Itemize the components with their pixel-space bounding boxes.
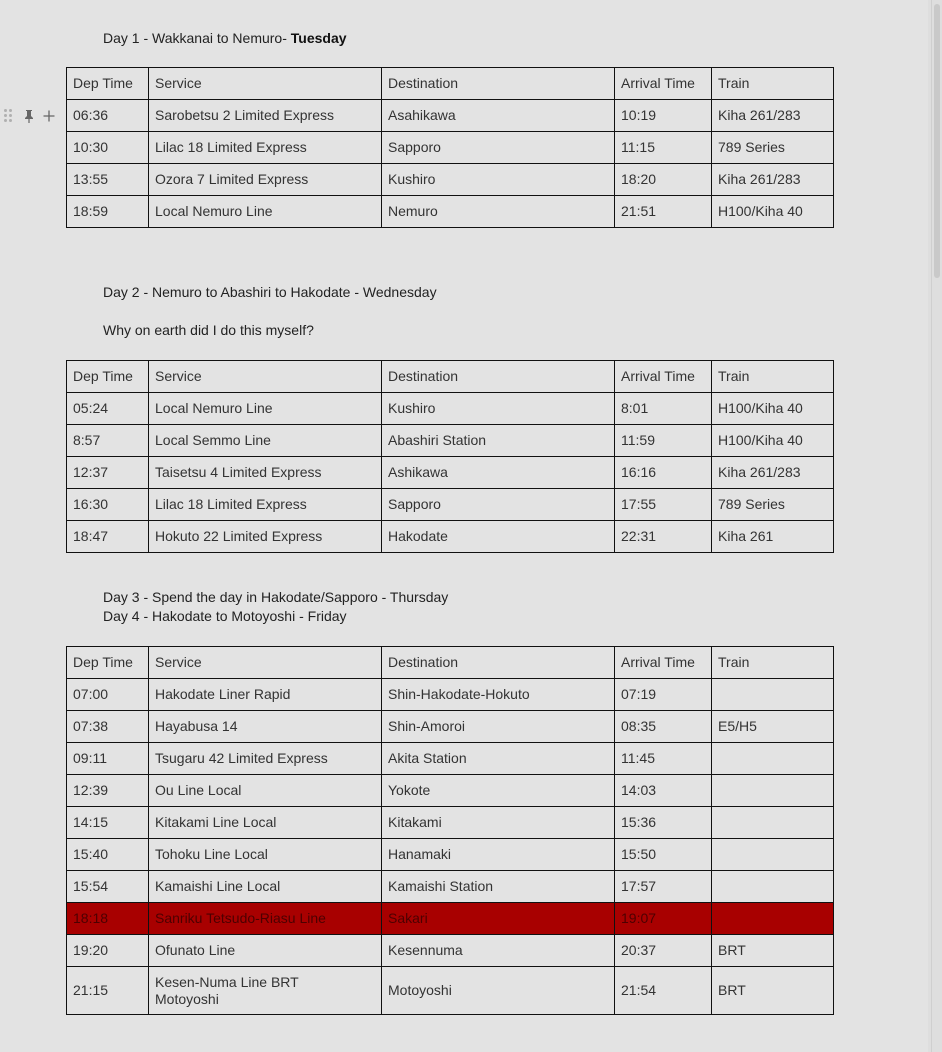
column-header-dep-time[interactable]: Dep Time	[67, 647, 149, 679]
column-header-destination[interactable]: Destination	[382, 361, 615, 393]
table-row	[67, 489, 834, 521]
day1-schedule-table	[66, 67, 834, 228]
day1-heading	[103, 30, 347, 46]
cell-destination[interactable]: Asahikawa	[382, 100, 615, 132]
table-row	[67, 967, 834, 1015]
cell-service[interactable]: Tohoku Line Local	[149, 839, 382, 871]
cell-dep-time[interactable]: 21:15	[67, 967, 149, 1015]
table-row	[67, 164, 834, 196]
cell-service[interactable]: Hakodate Liner Rapid	[149, 679, 382, 711]
day2-schedule-table	[66, 360, 834, 553]
cell-arrival-time[interactable]: 11:45	[615, 743, 712, 775]
row-hover-controls	[0, 104, 56, 128]
cell-dep-time[interactable]: 18:59	[67, 196, 149, 228]
cell-destination[interactable]: Akita Station	[382, 743, 615, 775]
column-header-dep-time[interactable]: Dep Time	[67, 68, 149, 100]
cell-train[interactable]: Kiha 261/283	[712, 164, 834, 196]
cell-train[interactable]	[712, 679, 834, 711]
cell-train[interactable]: Kiha 261/283	[712, 457, 834, 489]
cell-service[interactable]: Hayabusa 14	[149, 711, 382, 743]
cell-arrival-time[interactable]: 15:50	[615, 839, 712, 871]
cell-service[interactable]: Local Nemuro Line	[149, 196, 382, 228]
vertical-scrollbar[interactable]	[928, 0, 942, 1052]
cell-service[interactable]: Kesen-Numa Line BRT Motoyoshi	[149, 967, 382, 1015]
cell-dep-time[interactable]: 12:37	[67, 457, 149, 489]
cell-destination[interactable]: Motoyoshi	[382, 967, 615, 1015]
table-row	[67, 393, 834, 425]
cell-destination[interactable]: Sapporo	[382, 132, 615, 164]
cell-destination[interactable]: Kamaishi Station	[382, 871, 615, 903]
cell-service[interactable]: Kamaishi Line Local	[149, 871, 382, 903]
drag-handle-icon[interactable]	[4, 109, 14, 123]
cell-destination[interactable]: Nemuro	[382, 196, 615, 228]
cell-dep-time[interactable]: 10:30	[67, 132, 149, 164]
cell-service[interactable]: Lilac 18 Limited Express	[149, 132, 382, 164]
cell-destination[interactable]: Shin-Amoroi	[382, 711, 615, 743]
cell-dep-time[interactable]: 06:36	[67, 100, 149, 132]
cell-service[interactable]: Sarobetsu 2 Limited Express	[149, 100, 382, 132]
cell-train[interactable]: 789 Series	[712, 489, 834, 521]
column-header-dep-time[interactable]: Dep Time	[67, 361, 149, 393]
column-header-service[interactable]: Service	[149, 647, 382, 679]
cell-arrival-time[interactable]: 16:16	[615, 457, 712, 489]
cell-dep-time[interactable]: 13:55	[67, 164, 149, 196]
table-header-row	[67, 361, 834, 393]
cell-destination[interactable]: Shin-Hakodate-Hokuto	[382, 679, 615, 711]
cell-destination[interactable]: Hakodate	[382, 521, 615, 553]
cell-train[interactable]	[712, 839, 834, 871]
scrollbar-thumb[interactable]	[934, 4, 940, 278]
cell-train[interactable]: 789 Series	[712, 132, 834, 164]
table-row	[67, 457, 834, 489]
cell-service[interactable]: Taisetsu 4 Limited Express	[149, 457, 382, 489]
cell-arrival-time[interactable]: 11:59	[615, 425, 712, 457]
cell-dep-time[interactable]: 16:30	[67, 489, 149, 521]
cell-train[interactable]: E5/H5	[712, 711, 834, 743]
cell-arrival-time[interactable]: 17:57	[615, 871, 712, 903]
column-header-service[interactable]: Service	[149, 361, 382, 393]
cell-dep-time[interactable]: 07:00	[67, 679, 149, 711]
cell-service[interactable]: Local Semmo Line	[149, 425, 382, 457]
cell-dep-time[interactable]: 18:18	[67, 903, 149, 935]
column-header-arrival-time[interactable]: Arrival Time	[615, 361, 712, 393]
cell-arrival-time[interactable]: 14:03	[615, 775, 712, 807]
column-header-train[interactable]: Train	[712, 647, 834, 679]
cell-arrival-time[interactable]: 21:54	[615, 967, 712, 1015]
plus-icon[interactable]	[42, 108, 56, 124]
column-header-arrival-time[interactable]: Arrival Time	[615, 68, 712, 100]
cell-service[interactable]: Tsugaru 42 Limited Express	[149, 743, 382, 775]
cell-service[interactable]: Lilac 18 Limited Express	[149, 489, 382, 521]
cell-service[interactable]: Ou Line Local	[149, 775, 382, 807]
cell-arrival-time[interactable]: 19:07	[615, 903, 712, 935]
cell-dep-time[interactable]: 05:24	[67, 393, 149, 425]
cell-dep-time[interactable]: 15:40	[67, 839, 149, 871]
cell-arrival-time[interactable]: 07:19	[615, 679, 712, 711]
cell-arrival-time[interactable]: 08:35	[615, 711, 712, 743]
cell-service[interactable]: Ofunato Line	[149, 935, 382, 967]
cell-arrival-time[interactable]: 22:31	[615, 521, 712, 553]
table-row	[67, 711, 834, 743]
cell-train[interactable]	[712, 807, 834, 839]
table-row	[67, 679, 834, 711]
column-header-arrival-time[interactable]: Arrival Time	[615, 647, 712, 679]
column-header-train[interactable]: Train	[712, 361, 834, 393]
cell-destination[interactable]: Abashiri Station	[382, 425, 615, 457]
cell-arrival-time[interactable]: 11:15	[615, 132, 712, 164]
table-row	[67, 521, 834, 553]
table-header-row	[67, 647, 834, 679]
scrollbar-track-line	[931, 0, 932, 1052]
cell-dep-time[interactable]: 12:39	[67, 775, 149, 807]
cell-arrival-time[interactable]: 17:55	[615, 489, 712, 521]
cell-train[interactable]: H100/Kiha 40	[712, 393, 834, 425]
cell-service[interactable]: Hokuto 22 Limited Express	[149, 521, 382, 553]
cell-train[interactable]	[712, 743, 834, 775]
cell-service[interactable]: Ozora 7 Limited Express	[149, 164, 382, 196]
day1-heading-text: Day 1 - Wakkanai to Nemuro-	[103, 30, 291, 46]
cell-train[interactable]	[712, 871, 834, 903]
cell-destination[interactable]: Kitakami	[382, 807, 615, 839]
column-header-train[interactable]: Train	[712, 68, 834, 100]
day4-heading: Day 4 - Hakodate to Motoyoshi - Friday	[103, 608, 347, 624]
cell-destination[interactable]: Ashikawa	[382, 457, 615, 489]
cell-dep-time[interactable]: 14:15	[67, 807, 149, 839]
day2-note: Why on earth did I do this myself?	[103, 322, 314, 338]
cell-arrival-time[interactable]: 15:36	[615, 807, 712, 839]
cell-dep-time[interactable]: 07:38	[67, 711, 149, 743]
table-row	[67, 935, 834, 967]
table-row	[67, 196, 834, 228]
cell-service[interactable]: Kitakami Line Local	[149, 807, 382, 839]
cell-dep-time[interactable]: 8:57	[67, 425, 149, 457]
table-row	[67, 132, 834, 164]
cell-destination[interactable]: Sakari	[382, 903, 615, 935]
cell-destination[interactable]: Sapporo	[382, 489, 615, 521]
cell-destination[interactable]: Kushiro	[382, 164, 615, 196]
cell-service[interactable]: Local Nemuro Line	[149, 393, 382, 425]
cell-train[interactable]	[712, 903, 834, 935]
cell-arrival-time[interactable]: 20:37	[615, 935, 712, 967]
table-row	[67, 775, 834, 807]
day4-schedule-table	[66, 646, 834, 1015]
table-header-row	[67, 68, 834, 100]
day2-heading: Day 2 - Nemuro to Abashiri to Hakodate - Wednesday	[103, 284, 437, 300]
table-row-highlighted	[67, 903, 834, 935]
cell-arrival-time[interactable]: 10:19	[615, 100, 712, 132]
table-row	[67, 743, 834, 775]
cell-train[interactable]: H100/Kiha 40	[712, 196, 834, 228]
cell-service[interactable]: Sanriku Tetsudo-Riasu Line	[149, 903, 382, 935]
cell-arrival-time[interactable]: 21:51	[615, 196, 712, 228]
cell-arrival-time[interactable]: 18:20	[615, 164, 712, 196]
table-row	[67, 100, 834, 132]
cell-destination[interactable]: Kesennuma	[382, 935, 615, 967]
day1-heading-day: Tuesday	[290, 30, 347, 46]
column-header-destination[interactable]: Destination	[382, 647, 615, 679]
cell-dep-time[interactable]: 19:20	[67, 935, 149, 967]
cell-train[interactable]: BRT	[712, 967, 834, 1015]
cell-arrival-time[interactable]: 8:01	[615, 393, 712, 425]
cell-dep-time[interactable]: 09:11	[67, 743, 149, 775]
cell-dep-time[interactable]: 15:54	[67, 871, 149, 903]
cell-destination[interactable]: Kushiro	[382, 393, 615, 425]
table-row	[67, 807, 834, 839]
table-row	[67, 871, 834, 903]
cell-dep-time[interactable]: 18:47	[67, 521, 149, 553]
cell-destination[interactable]: Hanamaki	[382, 839, 615, 871]
table-row	[67, 839, 834, 871]
cell-train[interactable]: BRT	[712, 935, 834, 967]
pin-icon[interactable]	[22, 108, 36, 124]
cell-destination[interactable]: Yokote	[382, 775, 615, 807]
cell-train[interactable]	[712, 775, 834, 807]
cell-train[interactable]: Kiha 261	[712, 521, 834, 553]
column-header-service[interactable]: Service	[149, 68, 382, 100]
cell-train[interactable]: Kiha 261/283	[712, 100, 834, 132]
day3-heading: Day 3 - Spend the day in Hakodate/Sapporo - Thursday	[103, 589, 449, 605]
cell-train[interactable]: H100/Kiha 40	[712, 425, 834, 457]
table-row	[67, 425, 834, 457]
column-header-destination[interactable]: Destination	[382, 68, 615, 100]
